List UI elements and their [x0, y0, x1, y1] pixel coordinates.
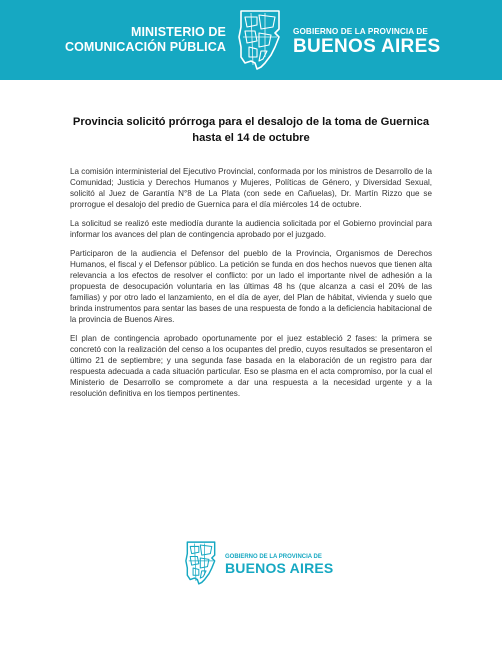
header-banner: [0, 0, 502, 80]
paragraph: La solicitud se realizó este mediodía durante la audiencia solicitada por el Gobierno provincial para informar los avances del plan de contingencia aprobado por el juzgado.: [70, 218, 432, 239]
government-logo-text: [293, 27, 441, 57]
ministry-line-2: COMUNICACIÓN PÚBLICA: [64, 40, 226, 54]
press-release-title: [60, 114, 442, 146]
government-subtitle: GOBIERNO DE LA PROVINCIA DE: [293, 27, 428, 36]
paragraph: La comisión interministerial del Ejecutivo Provincial, conformada por los ministros de Desarrollo de la Comunidad; Justicia y Derechos Humanos y Mujeres, Políticas de Género, y Diversidad Sexual, solicitó al Juez de Garantía N°8 de La Plata (con sede en Cañuelas), Dr. Martín Rizzo que se prorrogue el desalojo del predio de Guernica para el día miércoles 14 de octubre.: [70, 167, 432, 210]
footer-government-title: BUENOS AIRES: [225, 560, 334, 576]
ministry-line-1: MINISTERIO DE: [130, 25, 226, 39]
government-title: BUENOS AIRES: [293, 36, 441, 57]
province-map-emblem-icon: [183, 539, 219, 587]
footer-logo: [183, 539, 334, 589]
title-line-1: Provincia solicitó prórroga para el desalojo de la toma de Guernica: [72, 116, 430, 128]
title-line-2: hasta el 14 de octubre: [192, 132, 310, 144]
press-release-body: [70, 166, 432, 407]
paragraph: Participaron de la audiencia el Defensor del pueblo de la Provincia, Organismos de Derechos Humanos, el fiscal y el Defensor público. La petición se funda en dos hechos nuevos que tienen alta relevancia a los efectos de resolver el conflicto: por un lado el importante nivel de adhesión a la propuesta de desocupación voluntaria en las últimas 48 hs (que alcanza a casi el 20% de las familias) y por otro lado el lanzamiento, en el día de ayer, del Plan de hábitat, vivienda y suelo que brinda instrumentos para sentar las bases de una respuesta de fondo a la deficiencia habitacional de la provincia de Buenos Aires.: [70, 248, 432, 325]
province-map-emblem-icon: [235, 7, 285, 73]
footer-government-text: [225, 553, 333, 576]
footer-government-subtitle: GOBIERNO DE LA PROVINCIA DE: [225, 554, 322, 560]
paragraph: El plan de contingencia aprobado oportunamente por el juez estableció 2 fases: la primera se concretó con la realización del censo a los ocupantes del predio, cuyos resultados se presentaron el último 21 de septiembre; y una segunda fase basada en la elaboración de un registro para dar respuesta adecuada a cada situación particular. Eso se plasma en el acta compromiso, por la cual el Ministerio de Desarrollo se compromete a dar una respuesta a la necesidad urgente y a la resolución definitiva en los tiempos pertinentes.: [70, 333, 432, 399]
ministry-name: [65, 25, 226, 55]
